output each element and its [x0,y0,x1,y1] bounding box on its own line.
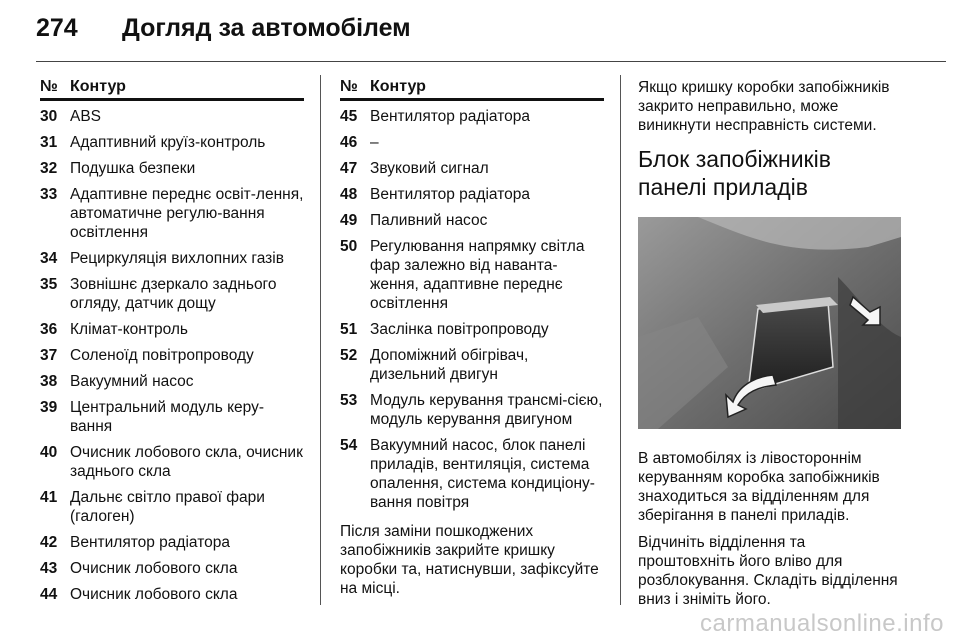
fuse-circuit: Звуковий сигнал [370,160,489,177]
location-paragraph: В автомобілях із лівостороннім керуванням коробка запобіжників знаходиться за відділенням для зберігання в панелі приладів. [638,450,880,524]
removal-paragraph: Відчиніть відділення та проштовхніть його вліво для розблокування. Складіть відділення вниз і зніміть його. [638,534,898,608]
column-divider-1 [320,75,321,605]
table-row [40,127,304,153]
fuse-circuit: Адаптивне переднє освіт-лення, автоматичне регулю-вання освітлення [70,186,304,241]
table-row [40,153,304,179]
fuse-number: 31 [40,134,58,151]
fuse-number: 33 [40,186,58,203]
table-row [340,101,604,127]
fuse-circuit: Заслінка повітропроводу [370,321,549,338]
fuse-circuit: Центральний модуль керу-вання [70,399,265,435]
fuse-number: 52 [340,347,358,364]
fuse-number: 54 [340,437,358,454]
fuse-circuit: Вентилятор радіатора [70,534,230,551]
table-row [340,127,604,153]
column-number-header: № [340,78,358,95]
fuse-number: 48 [340,186,358,203]
right-column [638,78,902,617]
fuse-number: 35 [40,276,58,293]
fuse-number: 53 [340,392,358,409]
table-row [40,579,304,605]
page-number: 274 [36,13,78,42]
fuse-circuit: Вентилятор радіатора [370,108,530,125]
fuse-circuit: Подушка безпеки [70,160,196,177]
fuse-table-left [40,76,304,605]
table-row [340,231,604,314]
fuse-circuit: Зовнішнє дзеркало заднього огляду, датчик дощу [70,276,277,312]
fuse-table-right [340,76,604,513]
column-divider-2 [620,75,621,605]
table-row [40,340,304,366]
table-row [40,101,304,127]
section-heading: Блок запобіжників панелі приладів [638,146,831,200]
table-row [340,430,604,513]
fuse-circuit: Регулювання напрямку світла фар залежно від наванта-ження, адаптивне переднє освітлення [370,238,585,312]
fuse-circuit: Рециркуляція вихлопних газів [70,250,284,267]
column-circuit-header: Контур [70,78,126,95]
fuse-circuit: Очисник лобового скла [70,560,238,577]
table-header [40,76,304,101]
table-row [340,205,604,231]
table-header [340,76,604,101]
table-row [40,179,304,243]
table-row [40,437,304,482]
fuse-circuit: Допоміжний обігрівач, дизельний двигун [370,347,529,383]
fuse-circuit: Вентилятор радіатора [370,186,530,203]
fuse-circuit: Вакуумний насос, блок панелі приладів, вентиляція, система опалення, система кондиціону-вання повітря [370,437,595,511]
intro-paragraph: Якщо кришку коробки запобіжників закрито неправильно, може виникнути несправність системи. [638,79,890,134]
fuse-number: 34 [40,250,58,267]
table-row [40,314,304,340]
table-row [40,243,304,269]
fuse-circuit: Дальнє світло правої фари (галоген) [70,489,265,525]
page-title: Догляд за автомобілем [122,13,411,42]
fuse-circuit: Клімат-контроль [70,321,188,338]
table-row [40,269,304,314]
column-circuit-header: Контур [370,78,426,95]
fuse-number: 41 [40,489,58,506]
fuse-number: 43 [40,560,58,577]
fuse-circuit: – [370,134,379,151]
watermark: carmanualsonline.info [700,610,944,637]
fuse-number: 50 [340,238,358,255]
table-row [340,314,604,340]
fuse-circuit: ABS [70,108,102,125]
fuse-number: 39 [40,399,58,416]
table-row [340,385,604,430]
table-row [40,392,304,437]
fuse-circuit: Вакуумний насос [70,373,194,390]
table-row [340,153,604,179]
fuse-number: 46 [340,134,358,151]
fuse-circuit: Адаптивний круїз-контроль [70,134,266,151]
fuse-number: 49 [340,212,358,229]
instruction-paragraph: Після заміни пошкоджених запобіжників закрийте кришку коробки та, натиснувши, зафіксуйте на місці. [340,523,599,597]
table-row [40,553,304,579]
table-row [340,179,604,205]
column-number-header: № [40,78,58,95]
fuse-number: 47 [340,160,358,177]
header-divider [36,61,946,62]
fuse-box-photo [638,217,901,429]
page-header [36,8,411,48]
fuse-circuit: Очисник лобового скла [70,586,238,603]
fuse-number: 30 [40,108,58,125]
fuse-number: 38 [40,373,58,390]
fuse-number: 32 [40,160,58,177]
table-row [40,482,304,527]
fuse-number: 44 [40,586,58,603]
fuse-circuit: Соленоїд повітропроводу [70,347,254,364]
fuse-number: 45 [340,108,358,125]
table-row [40,527,304,553]
table-row [340,340,604,385]
table-row [40,366,304,392]
fuse-circuit: Очисник лобового скла, очисник заднього скла [70,444,303,480]
fuse-number: 37 [40,347,58,364]
fuse-circuit: Модуль керування трансмі-сією, модуль керування двигуном [370,392,603,428]
fuse-number: 36 [40,321,58,338]
fuse-number: 42 [40,534,58,551]
fuse-number: 51 [340,321,358,338]
fuse-number: 40 [40,444,58,461]
fuse-circuit: Паливний насос [370,212,488,229]
